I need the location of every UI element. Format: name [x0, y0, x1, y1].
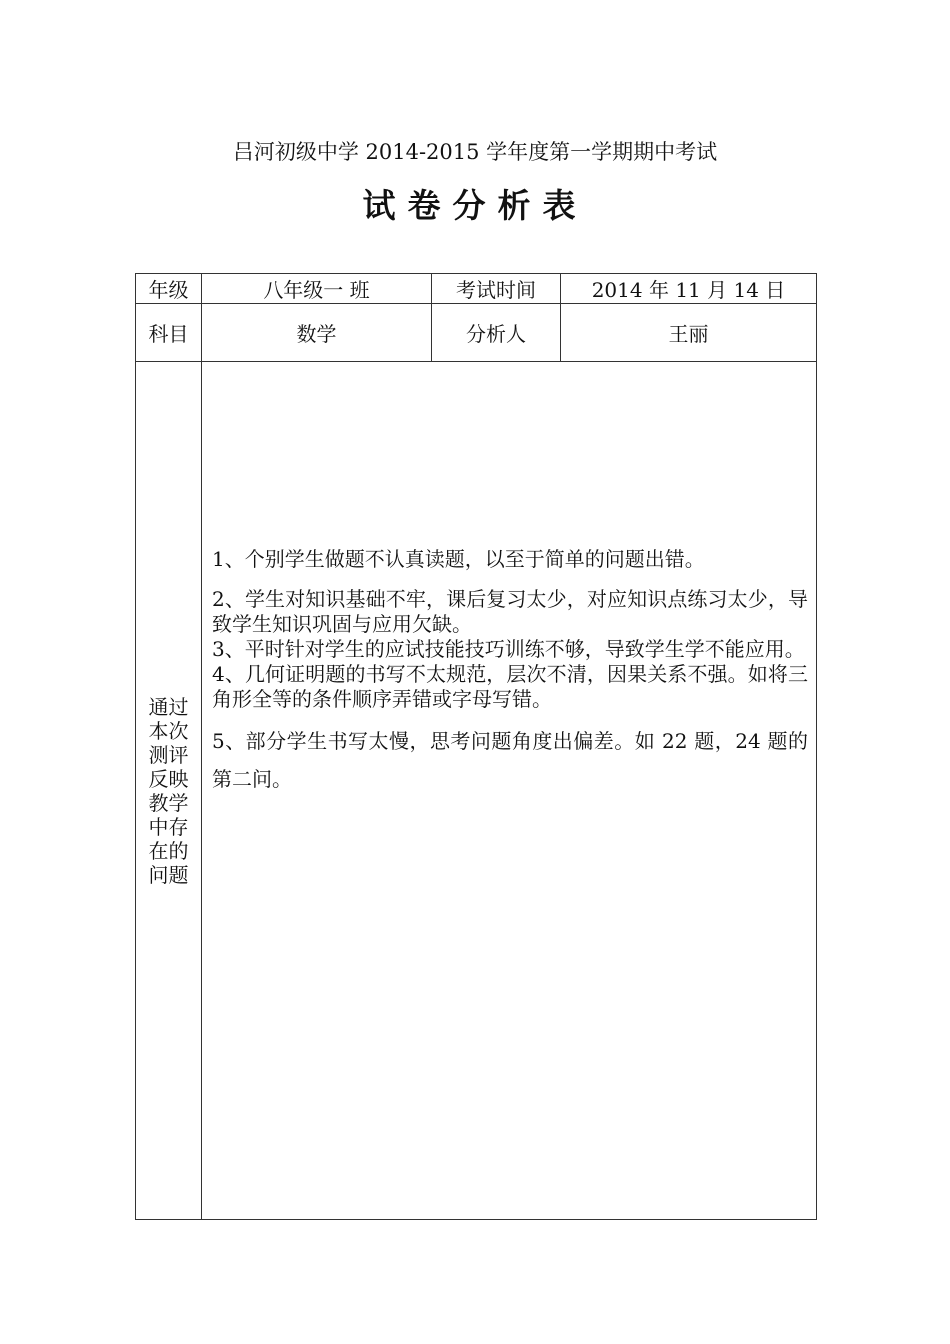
problems-content-cell	[202, 362, 817, 1220]
subject-label: 科目	[136, 304, 202, 362]
exam-subtitle: 吕河初级中学 2014-2015 学年度第一学期期中考试	[232, 140, 718, 164]
analyst-label: 分析人	[432, 304, 561, 362]
problem-item-5: 5、部分学生书写太慢，思考问题角度出偏差。如 22 题，24 题的第二问。	[212, 729, 808, 791]
analyst-value: 王丽	[561, 304, 817, 362]
problem-item-2: 2、学生对知识基础不牢，课后复习太少，对应知识点练习太少，导致学生知识巩固与应用欠缺。	[212, 587, 808, 636]
table-row	[136, 304, 817, 362]
analysis-table	[135, 273, 817, 1220]
problem-item-3: 3、平时针对学生的应试技能技巧训练不够，导致学生学不能应用。	[212, 637, 805, 661]
problem-item-4: 4、几何证明题的书写不太规范，层次不清，因果关系不强。如将三角形全等的条件顺序弄错或字母写错。	[212, 662, 808, 711]
table-row	[136, 274, 817, 304]
problem-item-1: 1、个别学生做题不认真读题，以至于简单的问题出错。	[212, 547, 705, 571]
grade-label: 年级	[136, 274, 202, 304]
problems-label-cell	[136, 362, 202, 1220]
exam-time-value: 2014 年 11 月 14 日	[561, 274, 817, 304]
table-row	[136, 362, 817, 1220]
problems-label: 通过本次测评反映教学中存在的问题	[148, 694, 189, 887]
exam-time-label: 考试时间	[432, 274, 561, 304]
page-title: 试卷分析表	[362, 186, 588, 225]
subject-value: 数学	[202, 304, 432, 362]
grade-value: 八年级一 班	[202, 274, 432, 304]
